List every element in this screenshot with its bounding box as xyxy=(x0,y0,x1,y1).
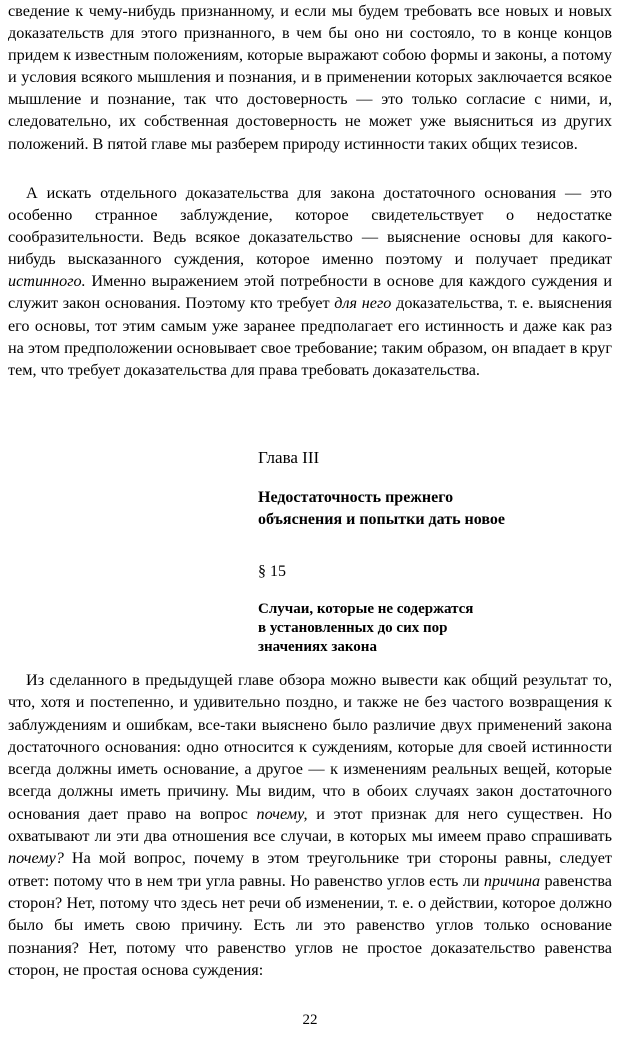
paragraph-text: Из сделанного в предыдущей главе обзора можно вывести как общий результат то, что, хотя и постепенно, и удивительно поздно, и также не без частого возвращения к заблуждениям и ошибкам, все-таки выяснено было различие двух применений закона достаточного основания: одно относится к суждениям, которые для своей истинности всегда должны иметь основание, а другое — к изменениям реальных вещей, которые всегда должны иметь причину. Мы видим, что в обоих случаях закон достаточного основания дает право на вопрос xyxy=(8,671,612,823)
paragraph xyxy=(8,669,612,981)
chapter-subtitle-line: объяснения и попытки дать новое xyxy=(258,511,505,528)
paragraph-text: доказательства, т. е. выяснения его основы, тот этим самым уже заранее предполагает его истинность и даже как раз на этом предположении основывает свое требование; таким образом, он впадает в круг тем, что требует доказательства для права требовать доказательства. xyxy=(8,294,612,379)
italic-term: причина xyxy=(483,871,541,890)
chapter-title: Глава III xyxy=(258,448,320,467)
paragraph-text: Именно выражением этой потребности в основе для каждого суждения и служит закон основания. Поэтому кто требует xyxy=(8,272,612,313)
italic-term: почему? xyxy=(8,849,64,868)
paragraph-text: сведение к чему-нибудь признанному, и если мы будем требовать все новых и новых доказательств для этого признанного, в чем бы оно ни состояло, то в конце концов придем к известным положениям, которые выражают собою формы и законы, а потому и условия всякого мышления и познания, и в применении которых заключается всякое мышление и познание, так что достоверность — это только согласие с ними, и, следовательно, их собственная достоверность не может уже выясниться из других положений. В пятой главе мы разберем природу истинности таких общих тезисов. xyxy=(8,2,612,153)
section-title-line: значениях закона xyxy=(258,639,377,655)
paragraph-text: На мой вопрос, почему в этом треугольнике три стороны равны, следует ответ: потому что в нем три угла равны. Но равенство углов есть ли xyxy=(8,849,612,890)
italic-term: почему, xyxy=(256,804,308,823)
paragraph-text: и этот признак для него существен. Но охватывают ли эти два отношения все случаи, в которых мы имеем право спрашивать xyxy=(8,804,613,846)
section-number: § 15 xyxy=(258,563,286,580)
paragraph-continued xyxy=(8,0,612,155)
page-number: 22 xyxy=(302,1012,318,1028)
chapter-subtitle-line: Недостаточность прежнего xyxy=(258,489,454,506)
italic-term: истинного. xyxy=(8,272,86,291)
section-title-line: Случаи, которые не содержатся xyxy=(258,601,474,617)
section-title-line: в установленных до сих пор xyxy=(258,620,448,636)
paragraph xyxy=(8,182,612,381)
section-title xyxy=(258,600,598,657)
paragraph-text: равенства сторон? Нет, потому что здесь нет речи об изменении, т. е. о действии, которое должно было бы иметь свою причину. Есть ли это равенство углов только основание познания? Нет, потому что равенство углов не простое доказательство равенства сторон, не простая основа суждения: xyxy=(8,871,612,979)
chapter-subtitle xyxy=(258,487,598,531)
italic-term: для него xyxy=(334,294,392,313)
paragraph-text: А искать отдельного доказательства для закона достаточного основания — это особенно странное заблуждение, которое свидетельствует о недостатке сообразительности. Ведь всякое доказательство — выяснение основы для какого-нибудь высказанного суждения, которое именно поэтому и получает предикат xyxy=(8,184,612,269)
